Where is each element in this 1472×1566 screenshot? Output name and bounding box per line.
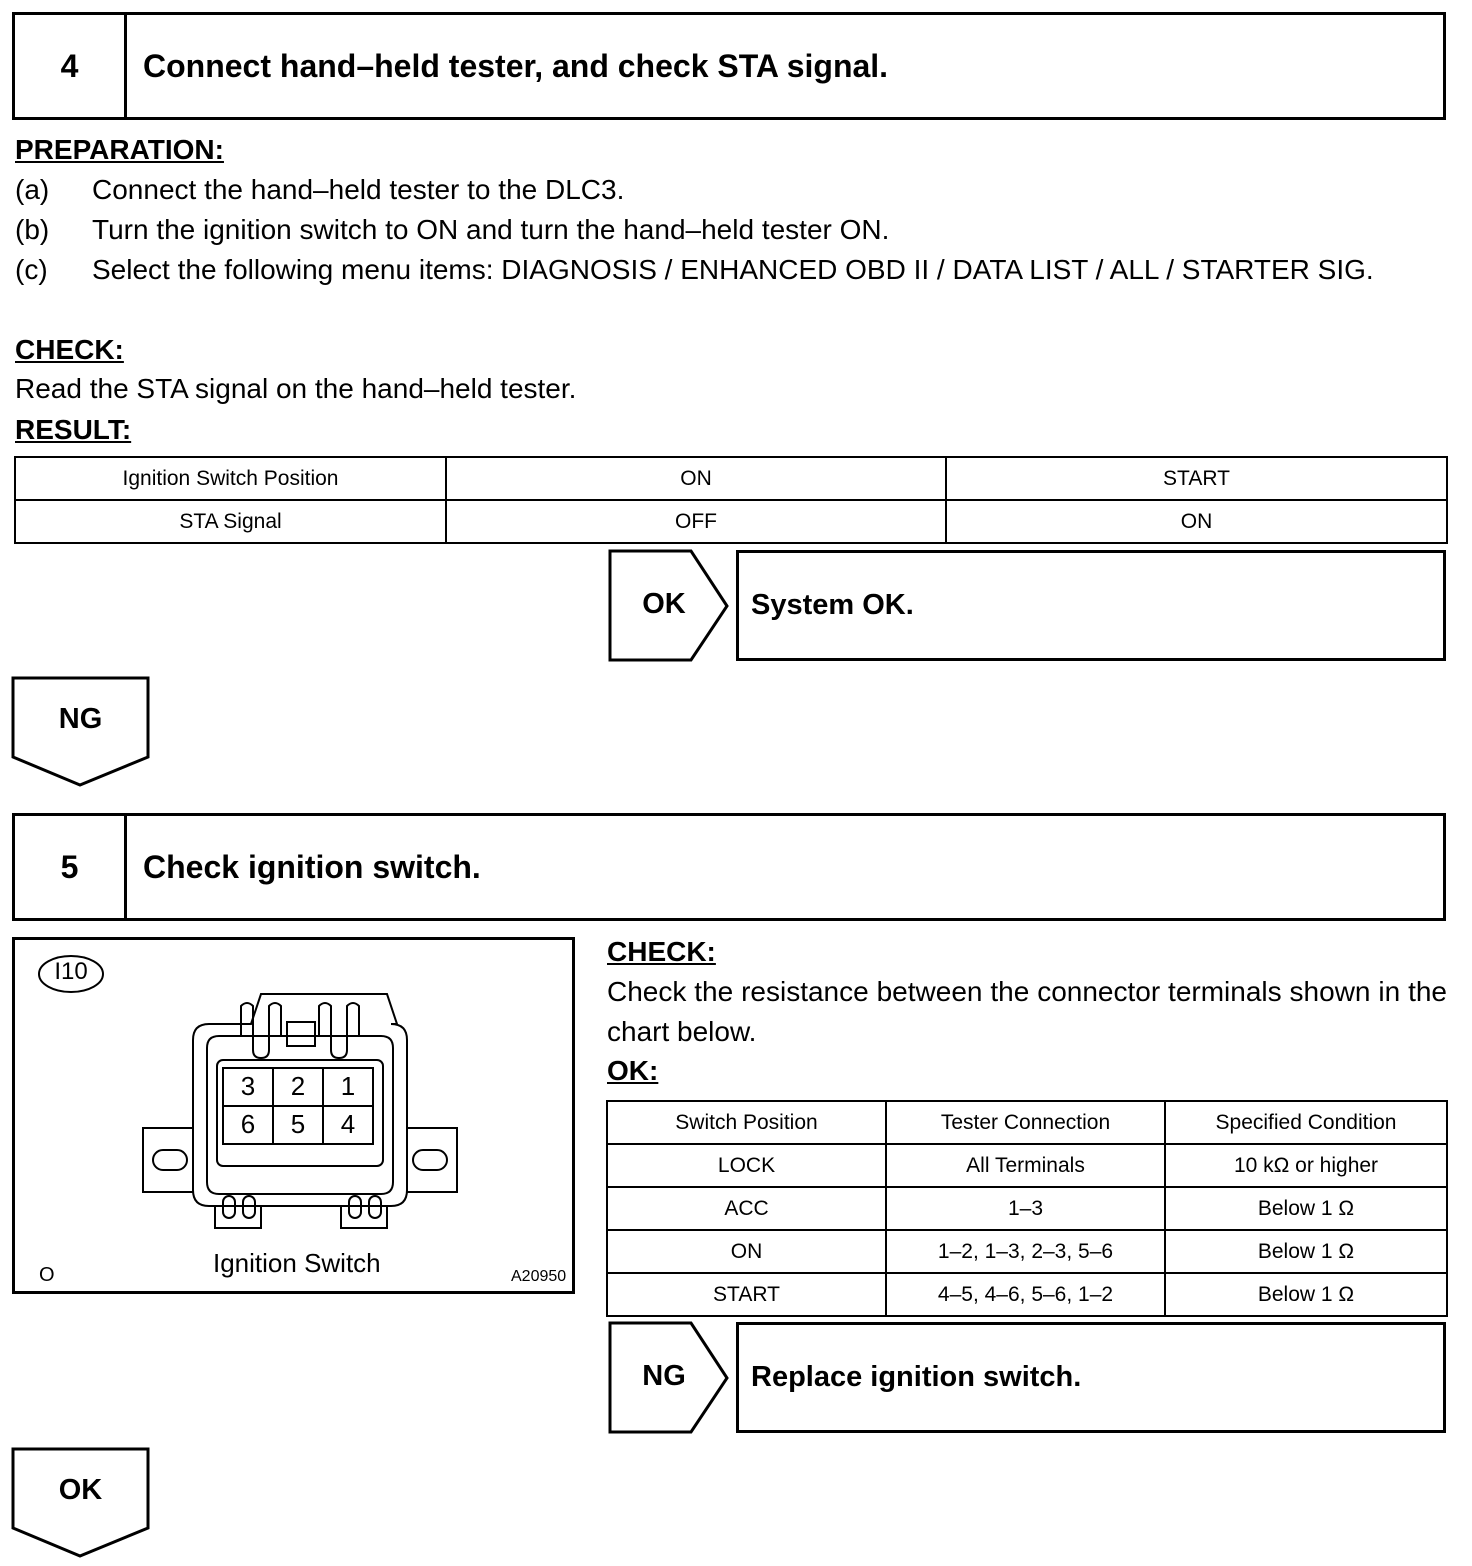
table-row <box>15 500 1447 543</box>
pin-label: 4 <box>340 1109 356 1139</box>
connector-figure <box>12 937 575 1294</box>
table-row <box>607 1187 1447 1230</box>
table-row <box>607 1144 1447 1187</box>
step-5-header <box>12 813 1446 921</box>
prep-marker-b: (b) <box>15 214 50 245</box>
ok-label: OK <box>58 1474 103 1506</box>
table-cell: Below 1 Ω <box>1165 1273 1447 1316</box>
pin-label: 3 <box>240 1071 256 1101</box>
prep-marker-c: (c) <box>15 254 48 285</box>
table-cell: Below 1 Ω <box>1165 1230 1447 1273</box>
step-number: 4 <box>15 15 127 117</box>
ng-label: NG <box>642 1360 686 1392</box>
replace-switch-box: Replace ignition switch. <box>736 1322 1446 1433</box>
prep-text-b: Turn the ignition switch to ON and turn the hand–held tester ON. <box>92 214 890 245</box>
check-text: Read the STA signal on the hand–held tester. <box>15 373 577 404</box>
table-cell: 10 kΩ or higher <box>1165 1144 1447 1187</box>
pin-label: 6 <box>240 1109 256 1139</box>
step-title: Connect hand–held tester, and check STA signal. <box>143 47 889 84</box>
table-cell: 1–3 <box>886 1187 1165 1230</box>
connector-id-label: I10 <box>54 958 88 985</box>
step-title: Check ignition switch. <box>143 848 481 885</box>
step-4-header <box>12 12 1446 120</box>
table-cell: ON <box>446 457 946 500</box>
check-text: Check the resistance between the connector terminals shown in the chart below. <box>607 976 1447 1047</box>
table-cell: ON <box>946 500 1447 543</box>
table-cell: 4–5, 4–6, 5–6, 1–2 <box>886 1273 1165 1316</box>
table-cell: Ignition Switch Position <box>15 457 446 500</box>
check-heading: CHECK: <box>15 334 124 365</box>
ok-label: OK <box>642 588 686 620</box>
prep-text-a: Connect the hand–held tester to the DLC3. <box>92 174 625 205</box>
ok-heading: OK: <box>607 1055 659 1086</box>
pin-label: 5 <box>290 1109 306 1139</box>
table-cell: All Terminals <box>886 1144 1165 1187</box>
table-cell: Below 1 Ω <box>1165 1187 1447 1230</box>
table-row <box>607 1273 1447 1316</box>
table-cell: ACC <box>607 1187 886 1230</box>
table-cell: START <box>607 1273 886 1316</box>
table-header: Tester Connection <box>886 1101 1165 1144</box>
figure-caption: Ignition Switch <box>213 1248 381 1278</box>
table-header: Specified Condition <box>1165 1101 1447 1144</box>
corner-mark: O <box>39 1264 55 1286</box>
figure-code: A20950 <box>511 1268 567 1285</box>
ng-label: NG <box>58 703 103 735</box>
pin-label: 2 <box>290 1071 306 1101</box>
step-number: 5 <box>15 816 127 918</box>
table-header: Switch Position <box>607 1101 886 1144</box>
table-cell: ON <box>607 1230 886 1273</box>
table-cell: OFF <box>446 500 946 543</box>
result-table <box>14 456 1448 544</box>
table-row <box>607 1230 1447 1273</box>
system-ok-box: System OK. <box>736 550 1446 661</box>
pin-label: 1 <box>340 1071 356 1101</box>
prep-marker-a: (a) <box>15 174 50 205</box>
result-heading: RESULT: <box>15 414 132 445</box>
preparation-heading: PREPARATION: <box>15 134 224 165</box>
table-row <box>15 457 1447 500</box>
check-heading: CHECK: <box>607 936 716 967</box>
table-cell: STA Signal <box>15 500 446 543</box>
table-cell: 1–2, 1–3, 2–3, 5–6 <box>886 1230 1165 1273</box>
table-header-row <box>607 1101 1447 1144</box>
resistance-table <box>606 1100 1448 1317</box>
table-cell: START <box>946 457 1447 500</box>
prep-text-c: Select the following menu items: DIAGNOSIS / ENHANCED OBD II / DATA LIST / ALL / STARTER SIG. <box>92 254 1374 285</box>
table-cell: LOCK <box>607 1144 886 1187</box>
